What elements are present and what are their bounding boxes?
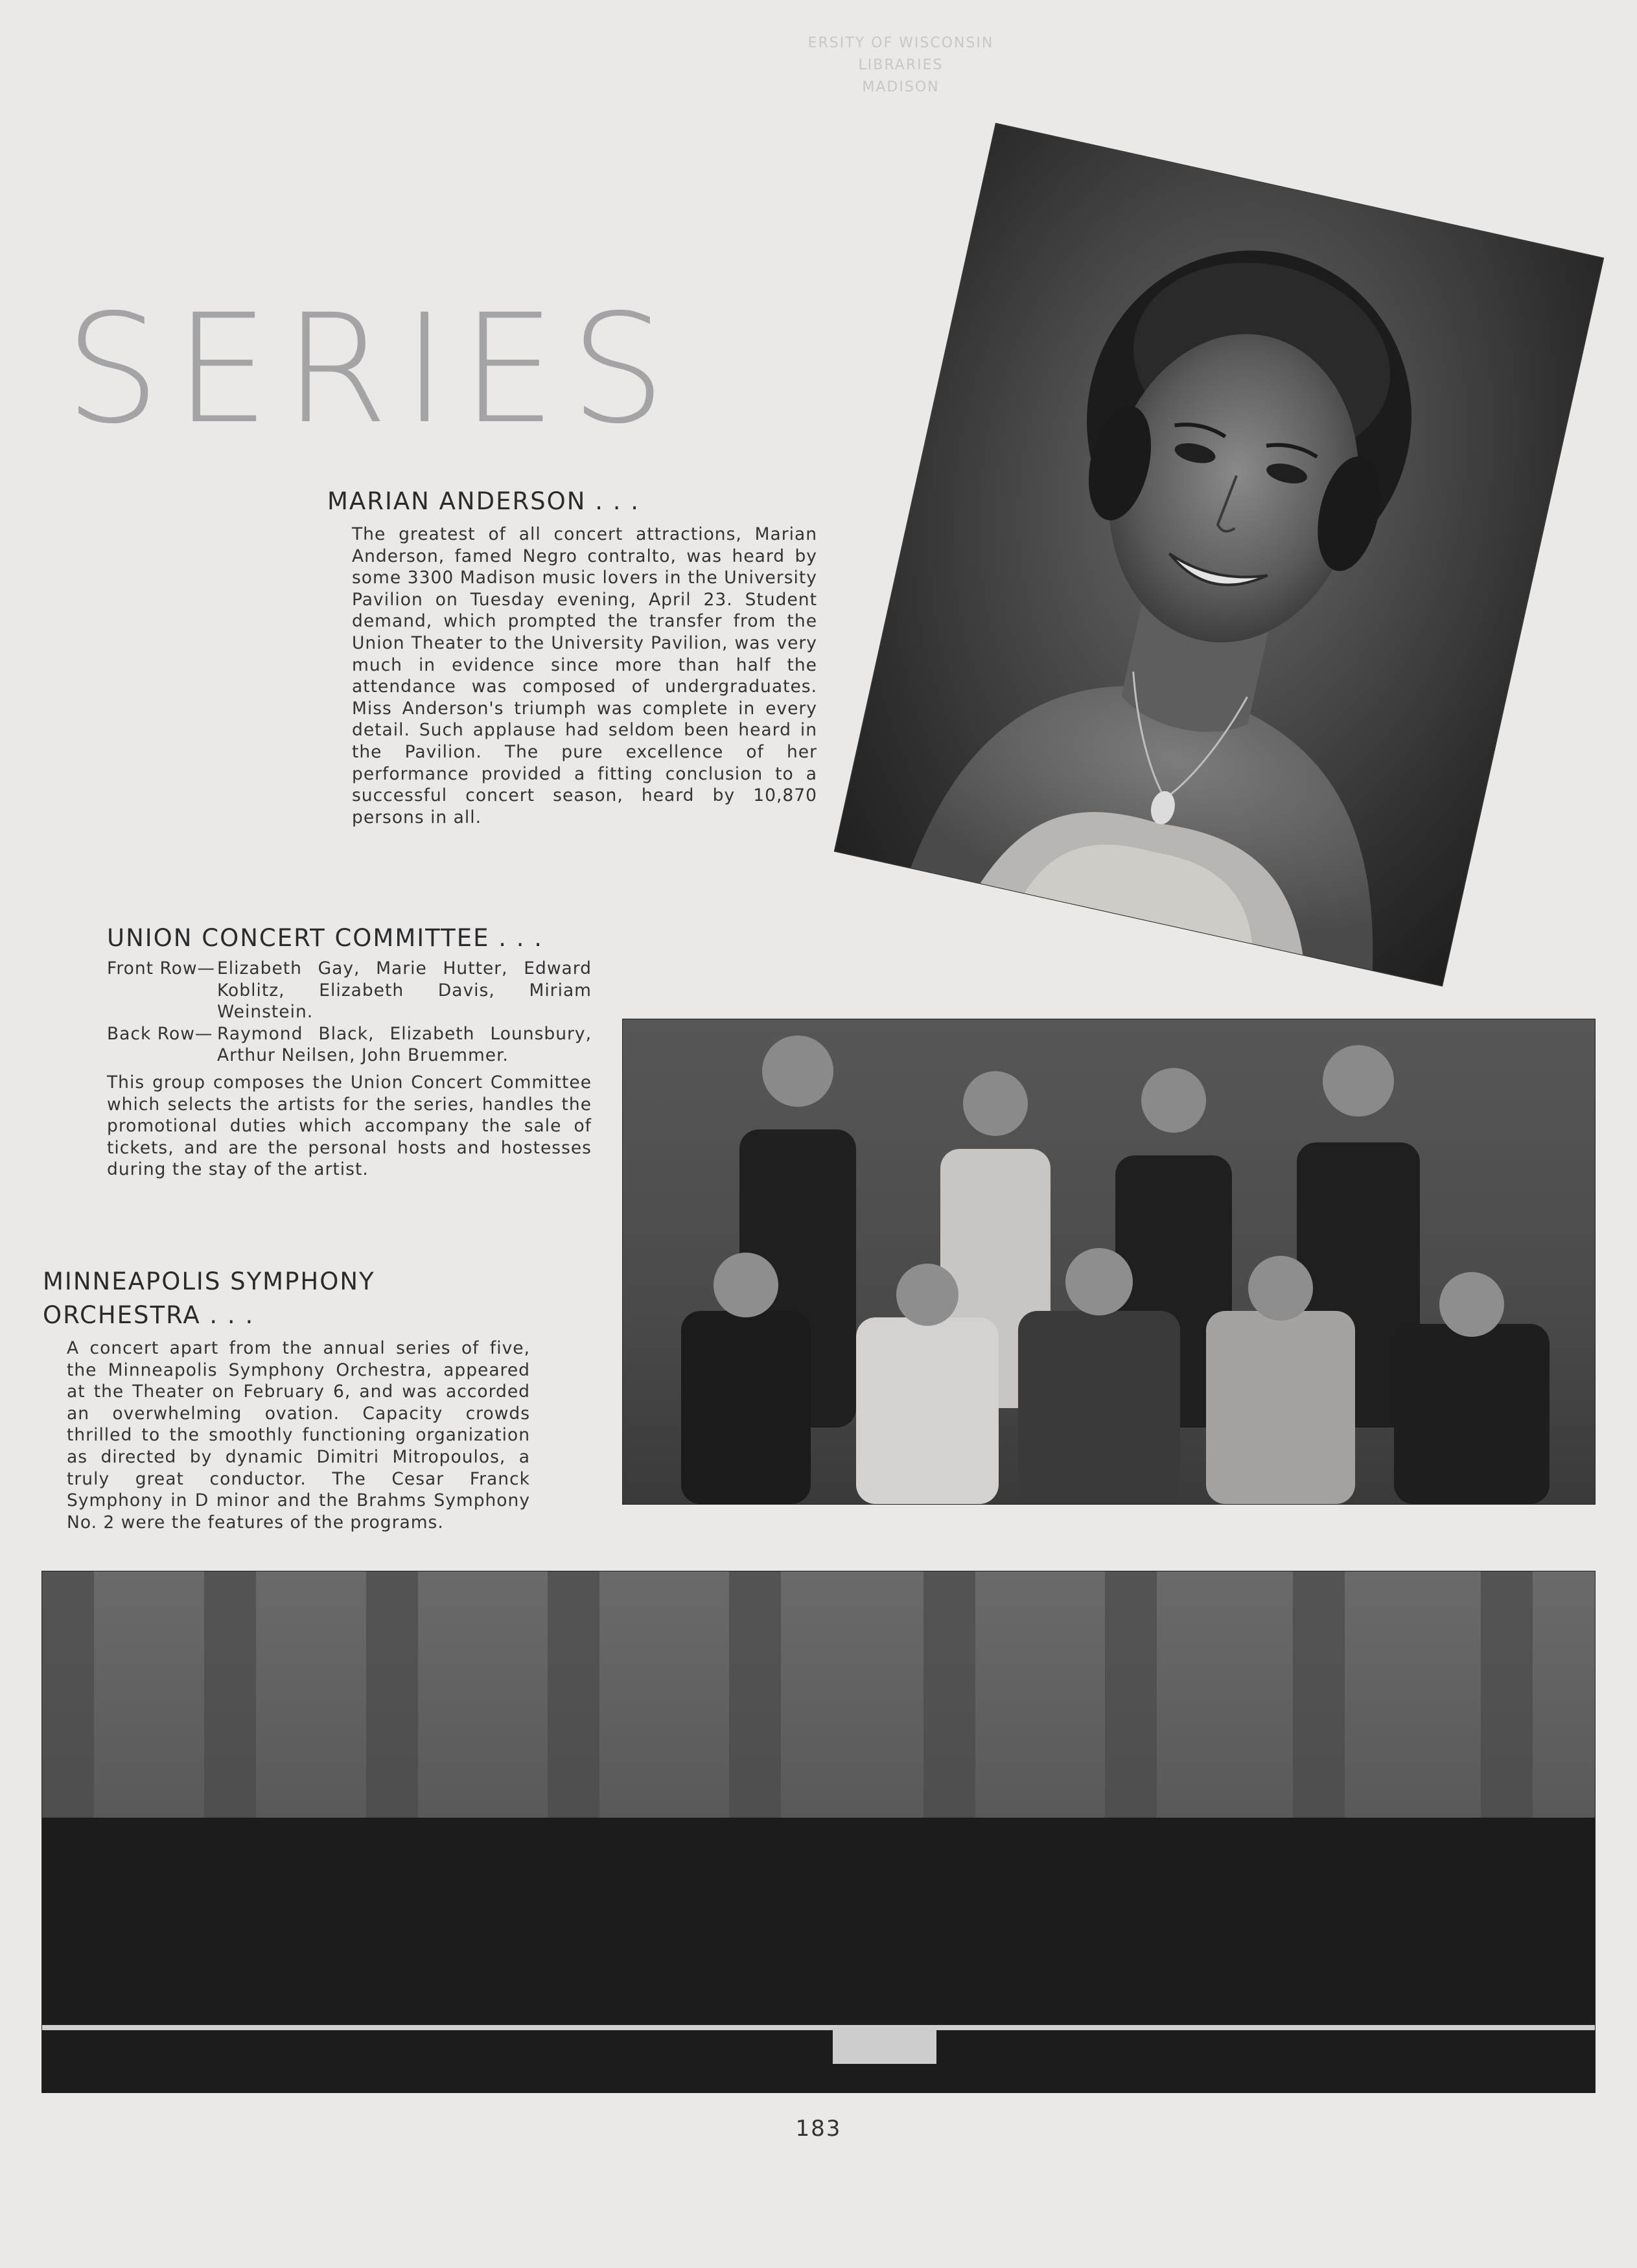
marian-anderson-photo bbox=[834, 123, 1605, 987]
portrait-illustration bbox=[835, 124, 1603, 986]
bleed-line: ERSITY OF WISCONSIN bbox=[807, 35, 994, 51]
section-title: SERIES bbox=[65, 282, 680, 457]
back-row-names: Raymond Black, Elizabeth Lounsbury, Arthur Neilsen, John Bruemmer. bbox=[217, 1023, 592, 1066]
orchestra-photo-illustration bbox=[42, 1571, 1595, 2092]
bleed-line: LIBRARIES bbox=[858, 57, 944, 73]
back-row-label: Back Row— bbox=[107, 1023, 213, 1044]
front-row bbox=[107, 958, 592, 1023]
page-number: 183 bbox=[795, 2116, 842, 2142]
back-row bbox=[107, 1023, 592, 1067]
committee-roster bbox=[107, 958, 592, 1067]
orchestra-body: A concert apart from the annual series of five, the Minneapolis Symphony Orchestra, appeared at the Theater on February 6, and was accorded an overwhelming ovation. Capacity crowds thrilled to the smoothly functioning organization as directed by dynamic Dimitri Mitropoulos, a truly great conductor. The Cesar Franck Symphony in D minor and the Brahms Symphony No. 2 were the features of the programs. bbox=[67, 1338, 530, 1533]
marian-anderson-body: The greatest of all concert attractions, Marian Anderson, famed Negro contralto, was heard by some 3300 Madison music lovers in the University Pavilion on Tuesday evening, April 23. Student demand, which prompted the transfer from the Union Theater to the University Pavilion, was very much in evidence since more than half the attendance was composed of undergraduates. Miss Anderson's triumph was complete in every detail. Such applause had seldom been heard in the Pavilion. The pure excellence of her performance provided a fitting conclusion to a successful concert season, heard by 10,870 persons in all. bbox=[352, 524, 817, 827]
marian-anderson-heading: MARIAN ANDERSON . . . bbox=[327, 487, 640, 515]
bleed-line: MADISON bbox=[862, 79, 940, 95]
orchestra-heading-line2: ORCHESTRA . . . bbox=[43, 1301, 255, 1329]
committee-heading: UNION CONCERT COMMITTEE . . . bbox=[107, 924, 544, 952]
front-row-label: Front Row— bbox=[107, 958, 216, 978]
orchestra-photo bbox=[41, 1571, 1596, 2093]
bleed-through-stamp bbox=[674, 32, 1128, 98]
committee-body: This group composes the Union Concert Committee which selects the artists for the series, handles the promotional duties which accompany the sale of tickets, and are the personal hosts and hostesses during the stay of the artist. bbox=[107, 1072, 592, 1180]
orchestra-heading-line1: MINNEAPOLIS SYMPHONY bbox=[43, 1267, 375, 1295]
group-photo-illustration bbox=[623, 1019, 1595, 1504]
committee-group-photo bbox=[622, 1019, 1596, 1505]
front-row-names: Elizabeth Gay, Marie Hutter, Edward Koblitz, Elizabeth Davis, Miriam Weinstein. bbox=[217, 958, 592, 1023]
